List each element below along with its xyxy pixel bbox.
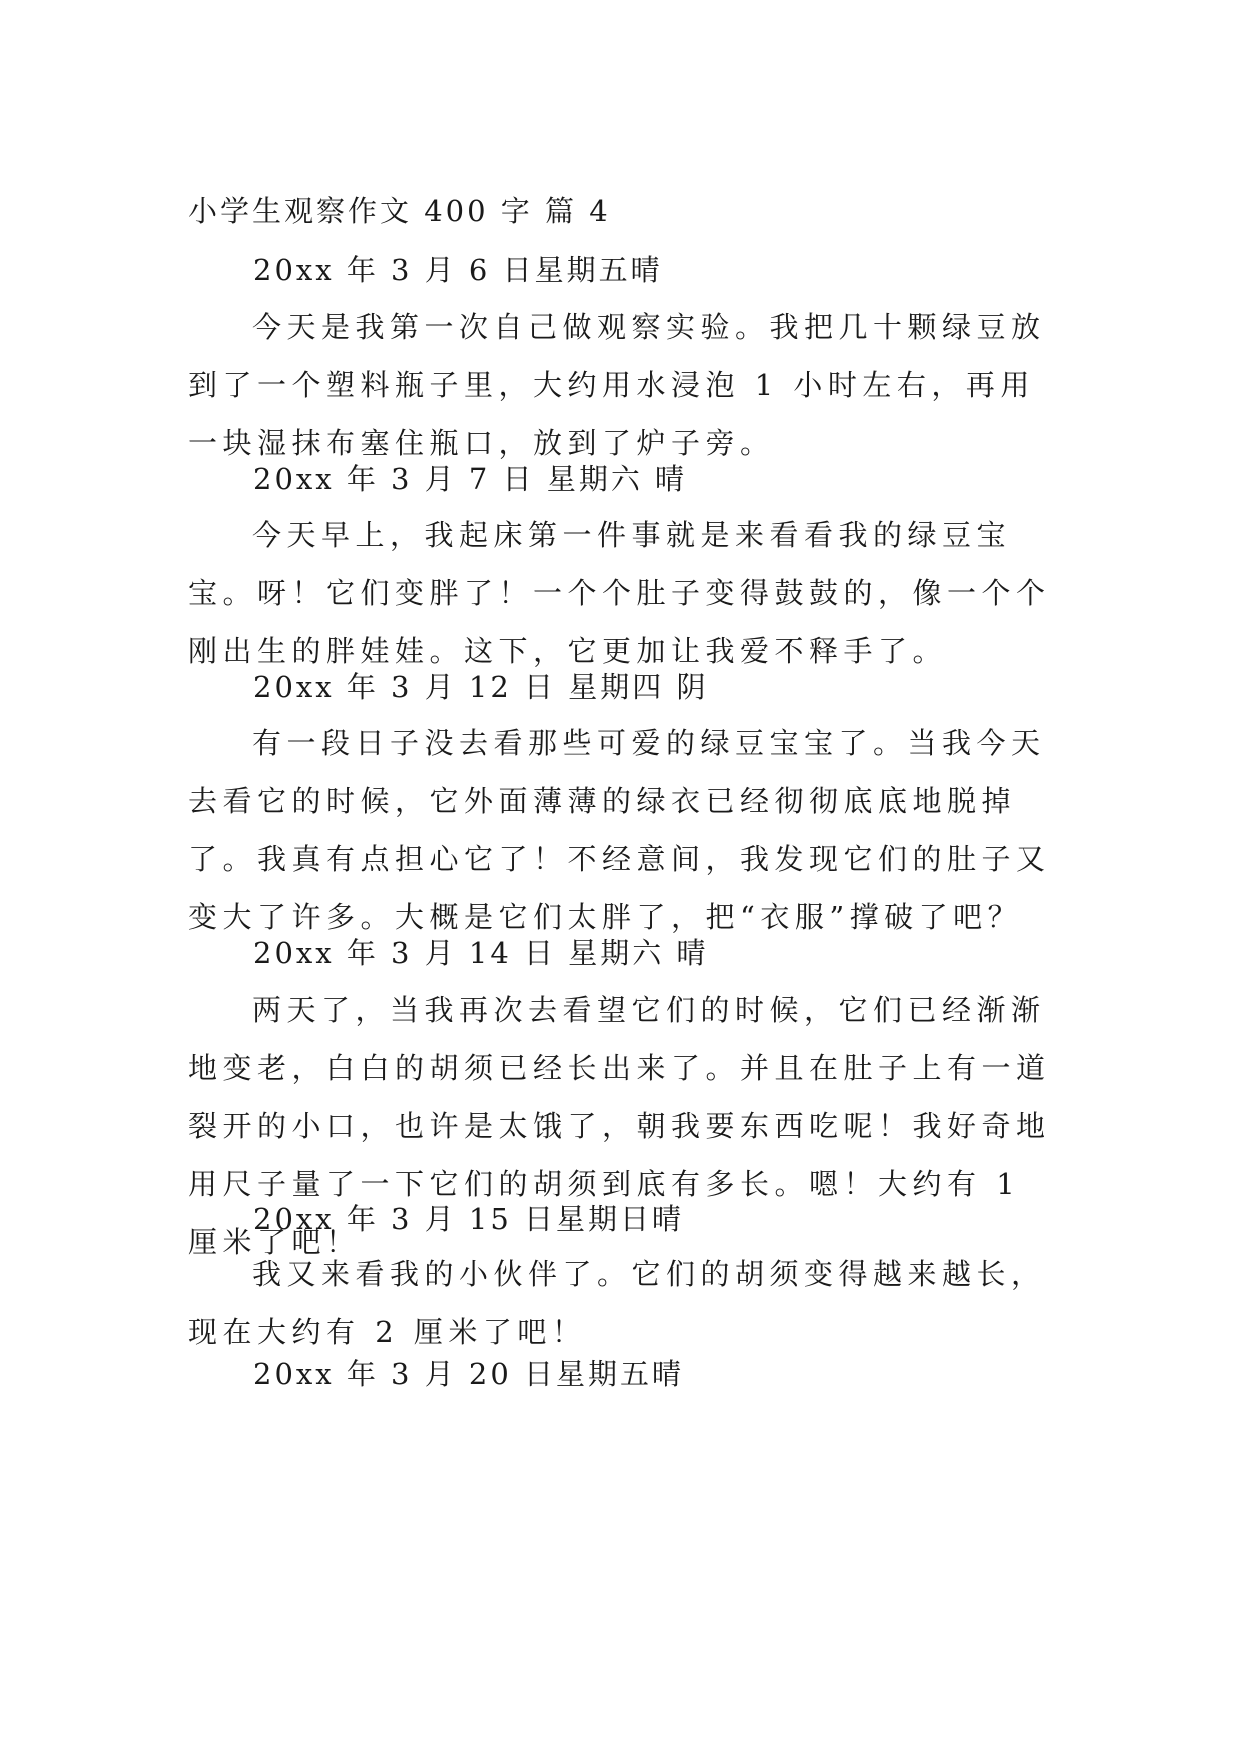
diary-paragraph-5: 我又来看我的小伙伴了。它们的胡须变得越来越长，现在大约有 2 厘米了吧！ xyxy=(188,1257,1046,1349)
article-title: 小学生观察作文 400 字 篇 4 xyxy=(188,194,611,228)
diary-paragraph-4: 两天了，当我再次去看望它们的时候，它们已经渐渐地变老，白白的胡须已经长出来了。并且在肚子上有一道裂开的小口，也许是太饿了，朝我要东西吃呢！我好奇地用尺子量了一下它们的胡须到底有多长。嗯！大约有 1 厘米了吧！ xyxy=(188,993,1051,1259)
diary-date-1: 20xx 年 3 月 6 日星期五晴 xyxy=(253,253,663,287)
diary-paragraph-1: 今天是我第一次自己做观察实验。我把几十颗绿豆放到了一个塑料瓶子里，大约用水浸泡 1 小时左右，再用一块湿抹布塞住瓶口，放到了炉子旁。 xyxy=(188,310,1046,460)
diary-date-2: 20xx 年 3 月 7 日 星期六 晴 xyxy=(253,462,688,496)
diary-date-4: 20xx 年 3 月 14 日 星期六 晴 xyxy=(253,936,709,970)
diary-date-5: 20xx 年 3 月 15 日星期日晴 xyxy=(253,1202,685,1236)
diary-paragraph-2: 今天早上，我起床第一件事就是来看看我的绿豆宝宝。呀！它们变胖了！一个个肚子变得鼓鼓的，像一个个刚出生的胖娃娃。这下，它更加让我爱不释手了。 xyxy=(188,518,1051,668)
diary-date-3: 20xx 年 3 月 12 日 星期四 阴 xyxy=(253,670,709,704)
diary-date-6: 20xx 年 3 月 20 日星期五晴 xyxy=(253,1357,685,1391)
diary-paragraph-3: 有一段日子没去看那些可爱的绿豆宝宝了。当我今天去看它的时候，它外面薄薄的绿衣已经彻彻底底地脱掉了。我真有点担心它了！不经意间，我发现它们的肚子又变大了许多。大概是它们太胖了，把“衣服”撑破了吧？ xyxy=(188,726,1051,934)
